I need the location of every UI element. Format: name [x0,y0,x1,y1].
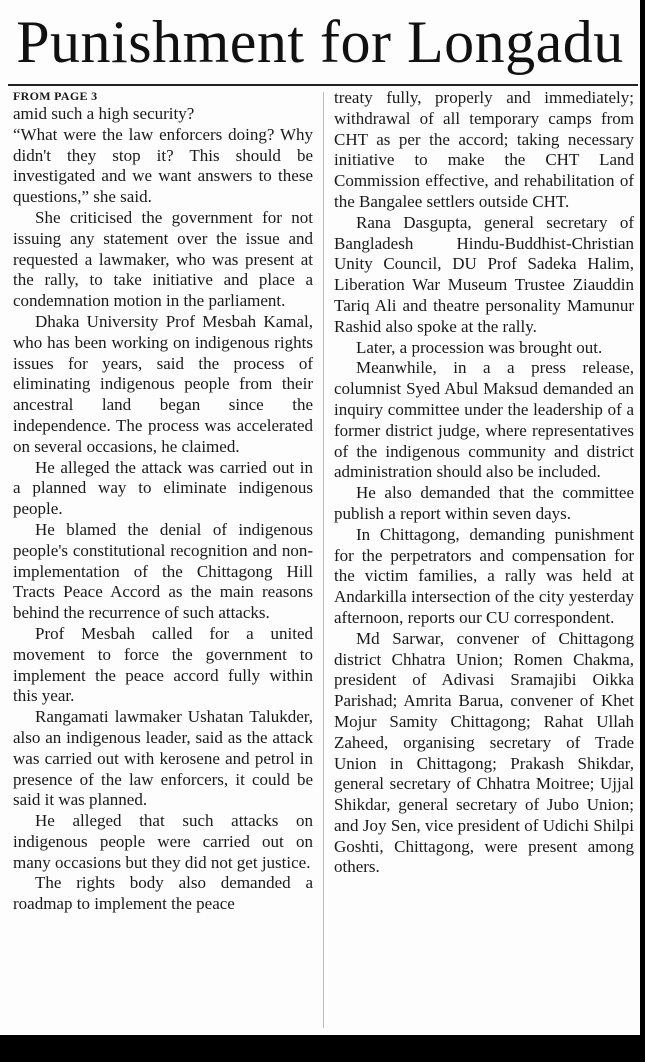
left-column-body [13,104,313,915]
article-paragraph: “What were the law enforcers doing? Why didn't they stop it? This should be investigated and we want answers to these questions,” she said. [13,124,313,207]
article-paragraph: She criticised the government for not issuing any statement over the issue and requested a lawmaker, who was present at the rally, to take initiative and place a condemnation motion in the parliament. [13,207,313,311]
right-column [334,88,634,878]
article-paragraph: Meanwhile, in a a press release, columnist Syed Abul Maksud demanded an inquiry committee under the leadership of a former district judge, where representatives of the indigenous community and district administration should also be included. [334,358,634,482]
article-paragraph: Rana Dasgupta, general secretary of Bangladesh Hindu-Buddhist-Christian Unity Council, DU Prof Sadeka Halim, Liberation War Museum Trustee Ziauddin Tariq Ali and theatre personality Mamunur Rashid also spoke at the rally. [334,212,634,336]
article-paragraph: Md Sarwar, convener of Chittagong district Chhatra Union; Romen Chakma, president of Adivasi Sramajibi Oikka Parishad; Amrita Barua, convener of Khet Mojur Samity Chittagong; Rahat Ullah Zaheed, organising secretary of Trade Union in Chittagong; Prakash Shikdar, general secretary of Chhatra Moitree; Ujjal Shikdar, general secretary of Jubo Union; and Joy Sen, vice president of Udichi Shilpi Goshti, Chittagong, were present among others. [334,628,634,877]
article-paragraph: In Chittagong, demanding punishment for the perpetrators and compensation for the victim families, a rally was held at Andarkilla intersection of the city yesterday afternoon, reports our CU correspondent. [334,524,634,627]
left-column [13,88,313,915]
article-paragraph: Prof Mesbah called for a united movement to force the government to implement the peace accord fully within this year. [13,623,313,706]
right-column-body [334,88,634,878]
article-paragraph: He blamed the denial of indigenous people's constitutional recognition and non-implementation of the Chittagong Hill Tracts Peace Accord as the main reasons behind the recurrence of such attacks. [13,519,313,623]
article-paragraph: He also demanded that the committee publish a report within seven days. [334,483,634,523]
article-paragraph: Dhaka University Prof Mesbah Kamal, who has been working on indigenous rights issues for years, said the process of eliminating indigenous people from their ancestral land began since the independence. The process was accelerated on several occasions, he claimed. [13,311,313,456]
article-paragraph: treaty fully, properly and immediately; withdrawal of all temporary camps from CHT as per the accord; taking necessary initiative to make the CHT Land Commission effective, and rehabilitation of the Bangalee settlers outside CHT. [334,88,634,211]
article-paragraph: amid such a high security? [13,104,195,123]
headline-rule [8,84,638,86]
article-paragraph: He alleged the attack was carried out in a planned way to eliminate indigenous people. [13,457,313,519]
continuation-kicker: FROM PAGE 3 [13,89,98,103]
article-paragraph: Later, a procession was brought out. [356,337,603,357]
article-paragraph: The rights body also demanded a roadmap to implement the peace [13,873,313,914]
headline: Punishment for Longadu [16,9,624,75]
article-paragraph: Rangamati lawmaker Ushatan Talukder, also an indigenous leader, said as the attack was carried out with kerosene and petrol in presence of the law enforcers, it could be said it was planned. [13,707,313,810]
article-paragraph: He alleged that such attacks on indigenous people were carried out on many occasions but they did not get justice. [13,811,313,872]
column-divider [323,92,324,1028]
